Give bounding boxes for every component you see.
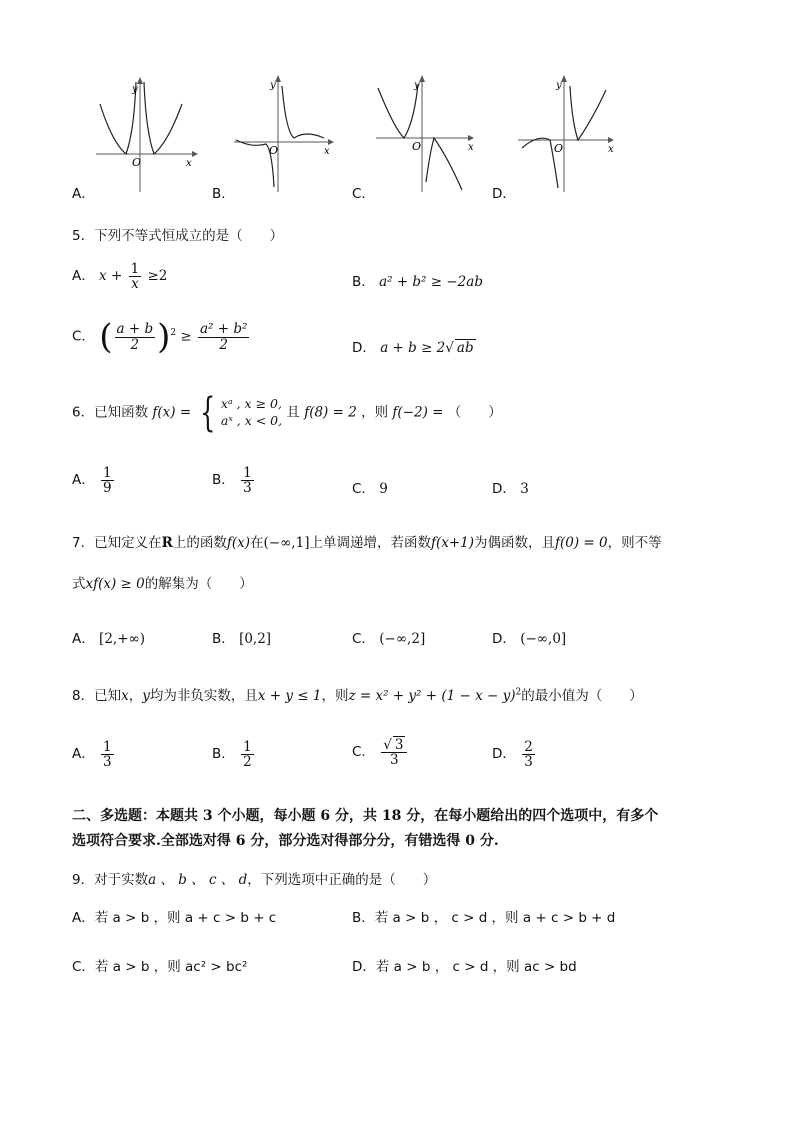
q8-option-c: C． $\frac{√ 3}{3}$ (352, 738, 409, 767)
graph-c-x-label: x (468, 142, 474, 153)
graph-c-origin: O (412, 140, 422, 153)
graph-a (92, 72, 202, 197)
q6-option-c: C． 9 (352, 481, 388, 497)
q7-stem-line2: 式xf(x) ≥ 0的解集为（ ） (72, 576, 253, 592)
graph-a-label: A． (72, 186, 95, 202)
q6-option-b: B． $\frac{1}{3}$ (212, 465, 252, 497)
q7-option-c: C． (−∞,2] (352, 631, 426, 647)
graph-d-label: D． (492, 186, 516, 202)
q9-option-c: C．若 a > b ，则 ac² > bc² (72, 959, 248, 975)
q9-option-b: B．若 a > b ， c > d ，则 a + c > b + d (352, 910, 616, 926)
graph-b-x-label: x (324, 146, 330, 157)
graph-a-x-label: x (186, 158, 192, 169)
section2-heading-line1: 二、多选题：本题共 3 个小题，每小题 6 分，共 18 分，在每小题给出的四个选项中，有多个 (72, 808, 659, 824)
q8-option-a: A． $\frac{1}{3}$ (72, 739, 112, 771)
graph-b-label: B． (212, 186, 235, 202)
q7-option-b: B． [0,2] (212, 631, 272, 647)
q7-stem-line1: 7．已知定义在R上的函数f(x)在(−∞,1]上单调递增，若函数f(x+1)为偶函数，且f(0) = 0，则不等 (72, 535, 662, 551)
q5-option-a: A． x + $\frac{1}{x}$ ≥2 (72, 261, 168, 293)
q9-option-d: D．若 a > b ， c > d ，则 ac > bd (352, 959, 577, 975)
q5-option-d: D． a + b ≥ 2√ ab (352, 340, 474, 356)
graph-c (372, 72, 482, 197)
q5-option-c: C． ( $\frac{a + b}{2}$ )$^2$ ≥ $\frac{\text{a² + b²}}{2}$ (72, 317, 248, 357)
q6-stem: 6．已知函数 f(x) = { xᵃ , x ≥ 0, aˣ , x < 0, 且 f(8) = 2 ，则 f(−2) = （ ） (72, 389, 502, 436)
q9-stem: 9．对于实数a 、 b 、 c 、 d，下列选项中正确的是（ ） (72, 872, 437, 888)
q5-a-fraction: $\frac{1}{x}$ (130, 261, 140, 293)
graph-c-label: C． (352, 186, 375, 202)
q5-option-b: B． a² + b² ≥ −2ab (352, 274, 483, 290)
graph-a-y-label: y (132, 84, 138, 95)
q6-option-d: D． 3 (492, 481, 529, 497)
graph-b-y-label: y (270, 80, 276, 91)
q5-stem: 5．下列不等式恒成立的是（ ） (72, 228, 284, 244)
q8-option-b: B． $\frac{1}{2}$ (212, 739, 252, 771)
graph-d-y-label: y (556, 80, 562, 91)
q8-option-d: D． $\frac{2}{3}$ (492, 739, 533, 771)
q6-option-a: A． $\frac{1}{9}$ (72, 465, 112, 497)
graph-b (232, 72, 342, 197)
graph-a-origin: O (132, 156, 142, 169)
graph-d (514, 72, 624, 197)
q9-option-a: A．若 a > b ，则 a + c > b + c (72, 910, 277, 926)
q8-stem: 8．已知x，y均为非负实数，且x + y ≤ 1，则$z = x^2 + y^2 + (1 - x - y)^2$的最小值为（ ） (72, 687, 643, 704)
graph-d-origin: O (554, 142, 564, 155)
graph-d-x-label: x (608, 144, 614, 155)
graph-b-origin: O (269, 144, 279, 157)
q7-option-d: D． (−∞,0] (492, 631, 567, 647)
q7-option-a: A． [2,+∞) (72, 631, 146, 647)
section2-heading-line2: 选项符合要求.全部选对得 6 分，部分选对得部分分，有错选得 0 分. (72, 833, 499, 849)
graph-c-y-label: y (414, 80, 420, 91)
